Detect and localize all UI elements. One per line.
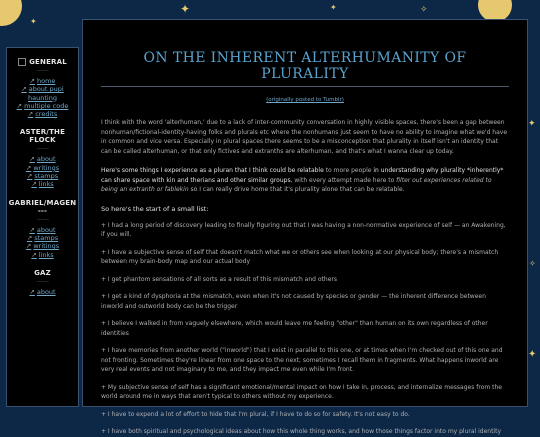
- list-item: + My subjective sense of self has a significant emotional/mental impact on how I take in, process, and internalize messages from the world around me in ways that aren't typical to others without my experience.: [101, 383, 502, 400]
- sidebar: [6, 47, 79, 407]
- list-item: + I have both spiritual and psychological ideas about how this whole thing works, and how those things factor into my plural identity: [101, 428, 502, 435]
- list-item: + I get phantom sensations of all sorts as a result of this mismatch and others: [101, 275, 337, 283]
- list-heading: So here's the start of a small list:: [101, 204, 209, 213]
- sidebar-section-aster: [7, 128, 78, 188]
- page-title: ON THE INHERENT ALTERHUMANITY OF PLURALITY: [143, 50, 467, 82]
- link-arrow-icon: ↗: [16, 101, 23, 110]
- sidebar-link-about[interactable]: ↗ about: [29, 287, 56, 296]
- sidebar-link-home[interactable]: ↗ home: [29, 77, 56, 85]
- sidebar-separator: ···········: [36, 278, 49, 285]
- list-item: + I have a subjective sense of self that doesn't match what we or others see when looking at our physical body; there's a mismatch between my brain-body map and our actual body: [101, 248, 499, 265]
- intro-paragraph: I think with the word 'alterhuman,' due to a lack of inter-community conversation in highly visible spaces, there's been a gap between nonhuman/fictional-identity-having folks and plurals etc where the nonhumans just seem to have no ability to imagine what we'd have in common and vice versa. Especially in plural spaces there seems to be a misconception that plurality in itself isn't an identity that can be called alterhuman, or that only fictives and extranths are alterhuman, and that's what I wanna clear up today.: [101, 119, 508, 155]
- list-item: + I had a long period of discovery leading to finally figuring out that I was having a non-normative experience of self — an Awakening, if you will.: [101, 221, 506, 238]
- star-decoration: ✦: [330, 3, 337, 12]
- sidebar-link-writings[interactable]: ↗ writings: [25, 242, 60, 251]
- article: [83, 20, 527, 437]
- main-panel: [82, 19, 528, 435]
- sidebar-link-writings[interactable]: ↗ writings: [25, 163, 60, 172]
- sidebar-link-links[interactable]: ↗ links: [31, 180, 54, 189]
- link-arrow-icon: ↗: [29, 77, 35, 85]
- sidebar-title: GENERAL: [7, 58, 78, 66]
- sidebar-section-gaz: [7, 269, 78, 296]
- link-arrow-icon: ↗: [26, 233, 33, 242]
- link-arrow-icon: ↗: [29, 225, 35, 234]
- link-arrow-icon: ↗: [29, 155, 35, 164]
- sidebar-link-about[interactable]: ↗ about pupi haunting: [21, 85, 64, 102]
- title-divider: [101, 86, 509, 87]
- star-decoration: ✦: [528, 119, 536, 129]
- sidebar-section-general: [7, 58, 78, 118]
- star-decoration: ✧: [420, 5, 428, 15]
- sidebar-title: GAZ: [34, 268, 51, 277]
- summary-paragraph: Here's some things I experience as a pluran that I think could be relatable to more people in understanding why plurality *inherently* can share space with kin and therians and other similar groups, with every attempt made here to filter out experiences related to being an extranth or fablekin so I can really drive home that it's plurality alone that can be relatable.: [101, 167, 504, 193]
- moon-decoration: [0, 0, 22, 26]
- star-decoration: ✧: [529, 259, 536, 268]
- sidebar-link-multiple-code[interactable]: ↗ multiple code: [16, 101, 69, 110]
- sidebar-link-credits[interactable]: ↗ credits: [27, 110, 58, 119]
- star-decoration: ✦: [180, 2, 191, 16]
- list-item: + I believe I walked in from vaguely elsewhere, which would leave me feeling "other" than human on its own regardless of other identities: [101, 320, 488, 337]
- link-arrow-icon: ↗: [27, 110, 34, 119]
- link-arrow-icon: ↗: [29, 287, 35, 296]
- sidebar-title: GABRIEL/MAGEN ---: [8, 198, 77, 215]
- sidebar-link-links[interactable]: ↗ links: [31, 250, 54, 259]
- link-arrow-icon: ↗: [26, 172, 33, 181]
- sidebar-separator: ···········: [36, 68, 49, 74]
- sidebar-separator: ···········: [36, 146, 49, 153]
- link-arrow-icon: ↗: [25, 242, 32, 251]
- list-item: + I have memories from another world ("inworld") that I exist in parallel to this one, or at times when I'm checked out of this one and not fronting. Sometimes they're linear from one space to the next; sometimes I recall them in fragments. What happens inworld are very real events and not imaginary to me, and they impact me even while I'm front.: [101, 347, 503, 373]
- sidebar-link-stamps[interactable]: ↗ stamps: [26, 233, 59, 242]
- star-decoration: ✦: [30, 17, 37, 26]
- link-arrow-icon: ↗: [31, 250, 37, 259]
- sidebar-link-about[interactable]: ↗ about: [29, 225, 56, 234]
- crosspost-link[interactable]: (originally posted to Tumblr): [266, 97, 344, 103]
- star-decoration: ✦: [528, 349, 537, 360]
- link-arrow-icon: ↗: [31, 180, 37, 189]
- list-item: + I have to expend a lot of effort to hide that I'm plural, if I have to do so for safety. It's not easy to do.: [101, 410, 410, 418]
- sidebar-section-gabriel: [7, 199, 78, 259]
- site-logo-icon: [18, 58, 26, 66]
- sidebar-title: ASTER/THE FLOCK: [19, 128, 66, 145]
- link-arrow-icon: ↗: [21, 85, 27, 94]
- link-arrow-icon: ↗: [25, 163, 32, 172]
- list-item: + I get a kind of dysphoria at the mismatch, even when it's not caused by species or gender — the inherent difference between inworld and outworld body can be the trigger: [101, 293, 486, 310]
- sidebar-link-about[interactable]: ↗ about: [29, 155, 56, 164]
- sidebar-link-stamps[interactable]: ↗ stamps: [26, 172, 59, 181]
- sidebar-separator: ···········: [36, 216, 49, 223]
